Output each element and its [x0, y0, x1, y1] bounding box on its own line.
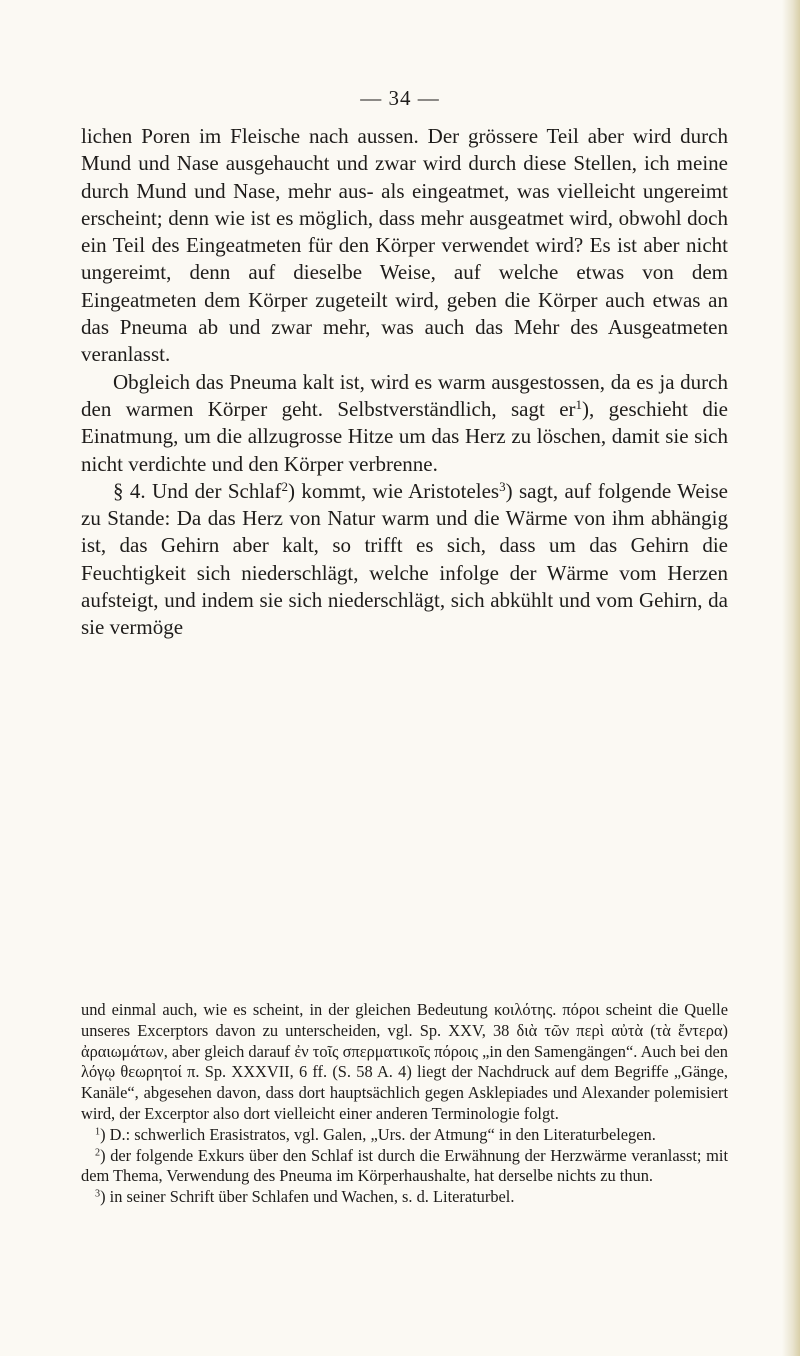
main-text [81, 123, 728, 642]
footnote-continuation: und einmal auch, wie es scheint, in der gleichen Bedeutung κοιλότης. πόροι scheint die Quelle unseres Excerptors davon zu unterscheiden, vgl. Sp. XXV, 38 διὰ τῶν περὶ αὐτὰ (τὰ ἔντερα) ἀραιωμάτων, aber gleich darauf ἐν τοῖς σπερματικοῖς πόροις „in den Samengängen“. Auch bei den λόγῳ θεωρητοί π. Sp. XXXVII, 6 ff. (S. 58 A. 4) liegt der Nachdruck auf dem Begriffe „Gänge, Kanäle“, abgesehen davon, dass dort hauptsächlich gegen Asklepiades und Alexander polemisiert wird, der Excerptor also dort vielleicht einer anderen Terminologie folgt. [81, 1000, 728, 1123]
paragraph-3-text-b: ) kommt, wie Aristoteles [288, 478, 500, 503]
footnote-2-text: ) der folgende Exkurs über den Schlaf ist durch die Erwähnung der Herzwärme veranlasst; mit dem Thema, Verwendung des Pneuma im Körperhaushalte, hat derselbe nichts zu thun. [81, 1145, 728, 1186]
page-edge-shadow [782, 0, 800, 1356]
footnote-ref-2: 2 [281, 478, 288, 494]
paragraph-2-text-b: ), geschieht die Einatmung, um die allzugrosse Hitze um das Herz zu löschen, damit sie sich nicht verdichte und den Körper verbrenne. [81, 396, 729, 476]
paragraph-3-text-a: § 4. Und der Schlaf [113, 478, 282, 503]
footnote-2-mark: 2 [95, 1147, 101, 1158]
footnote-3-text: ) in seiner Schrift über Schlafen und Wachen, s. d. Literaturbel. [100, 1187, 515, 1207]
footnote-1 [81, 1125, 728, 1146]
footnote-3 [81, 1187, 728, 1208]
paragraph-2-text-a: Obgleich das Pneuma kalt ist, wird es warm ausgestossen, da es ja durch den warmen Körper geht. Selbstverständlich, sagt er [81, 369, 728, 421]
footnotes [81, 1000, 728, 1208]
footnote-ref-1: 1 [575, 396, 583, 412]
footnote-ref-3: 3 [499, 478, 506, 494]
footnote-3-mark: 3 [95, 1188, 101, 1200]
paragraph-2 [81, 369, 728, 478]
footnote-2 [81, 1146, 728, 1188]
paragraph-3 [81, 478, 728, 642]
footnote-1-text: ) D.: schwerlich Erasistratos, vgl. Galen, „Urs. der Atmung“ in den Literaturbelegen. [100, 1124, 656, 1144]
page-number: — 34 — [360, 86, 440, 110]
paragraph-3-text-c: ) sagt, auf folgende Weise zu Stande: Da das Herz von Natur warm und die Wärme von ihm abhängig ist, das Gehirn aber kalt, so trifft es sich, dass um das Gehirn die Feuchtigkeit sich niederschlägt, welche infolge der Wärme vom Herzen aufsteigt, und indem sie sich niederschlägt, sich abkühlt und vom Gehirn, da sie vermöge [81, 478, 728, 640]
footnote-1-mark: 1 [95, 1126, 101, 1138]
paragraph-1: lichen Poren im Fleische nach aussen. Der grössere Teil aber wird durch Mund und Nase ausgehaucht und zwar wird durch diese Stellen, ich meine durch Mund und Nase, mehr aus- als eingeatmet, was vielleicht ungereimt erscheint; denn wie ist es möglich, dass mehr ausgeatmet wird, obwohl doch ein Teil des Eingeatmeten für den Körper verwendet wird? Es ist aber nicht ungereimt, denn auf dieselbe Weise, auf welche etwas von dem Eingeatmeten dem Körper zugeteilt wird, geben die Körper auch etwas an das Pneuma ab und zwar mehr, was auch das Mehr des Ausgeatmeten veranlasst. [81, 124, 728, 367]
